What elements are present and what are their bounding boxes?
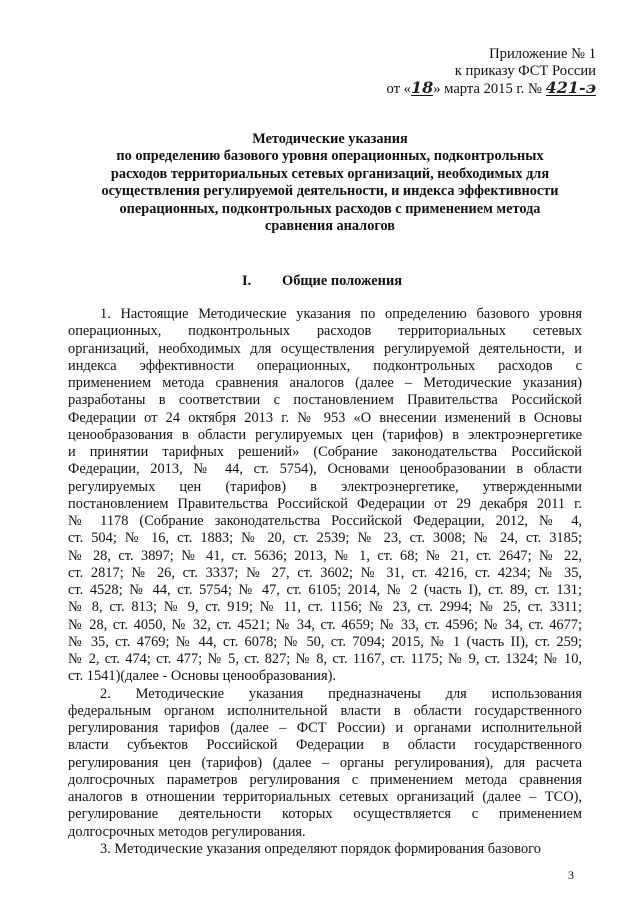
document-title (60, 131, 600, 235)
paragraph-line: организаций, необходимых для осуществления регулируемой деятельности, и (68, 340, 582, 357)
body-text (68, 306, 582, 858)
page-number: 3 (568, 868, 574, 882)
paragraph-line: индекса эффективности операционных, подконтрольных расходов с (68, 357, 582, 374)
paragraph-line: № 2, ст. 474; ст. 477; № 5, ст. 827; № 8, ст. 1167, ст. 1175; № 9, ст. 1324; № 10, (68, 651, 582, 667)
paragraph-line: № 8, ст. 813; № 9, ст. 919; № 11, ст. 1156; № 23, ст. 2994; № 25, ст. 3311; (68, 599, 582, 616)
title-line: расходов территориальных сетевых организаций, необходимых для (110, 165, 550, 182)
paragraph-line: 1. Настоящие Методические указания по определению базового уровня (100, 306, 582, 322)
paragraph-line: Федерации, 2013, № 44, ст. 5754), Основами ценообразовании в области (68, 461, 582, 478)
paragraph-line: долгосрочных параметров регулирования с применением метода сравнения (68, 771, 582, 788)
paragraph-line: 2. Методические указания предназначены для использования (100, 685, 582, 702)
paragraph-line: ст. 4528; № 44, ст. 5754; № 47, ст. 6105; 2014, № 2 (часть I), ст. 89, ст. 131; (68, 582, 582, 598)
paragraph-line: № 1178 (Собрание законодательства Российской Федерации, 2012, № 4, (68, 513, 582, 529)
handwritten-order-number: 421-э (545, 78, 596, 97)
paragraph-line: постановлением Правительства Российской Федерации от 29 декабря 2011 г. (68, 495, 582, 512)
paragraph-line: разработаны в соответствии с постановлением Правительства Российской (68, 392, 582, 409)
paragraph-line: Федерации от 24 октября 2013 г. № 953 «О внесении изменений в Основы (68, 409, 582, 426)
paragraph-line: применением метода сравнения аналогов (далее – Методические указания) (68, 375, 582, 391)
title-line: по определению базового уровня операционных, подконтрольных (116, 148, 544, 165)
paragraph-line: власти субъектов Российской Федерации в области государственного (68, 737, 582, 754)
paragraph-line: 3. Методические указания определяют порядок формирования базового (100, 840, 541, 857)
paragraph-line: № 35, ст. 4769; № 44, ст. 6078; № 50, ст. 7094; 2015, № 1 (часть II), ст. 259; (68, 633, 582, 650)
paragraph-line: № 28, ст. 4050, № 32, ст. 4521; № 34, ст. 4659; № 33, ст. 4596; № 34, ст. 4677; (68, 616, 582, 633)
paragraph-line: регулирование деятельности которых осуществляется с применением (68, 806, 582, 823)
paragraph-line: долгосрочных методов регулирования. (68, 823, 306, 840)
title-line: операционных, подконтрольных расходов с применением метода (119, 200, 541, 217)
title-line: осуществления регулируемой деятельности, и индекса эффективности (101, 183, 559, 200)
paragraph-line: операционных, подконтрольных расходов территориальных сетевых (68, 323, 582, 340)
paragraph-line: и принятии тарифных решений» (Собрание законодательства Российской (68, 444, 582, 460)
title-line: сравнения аналогов (264, 218, 395, 235)
section-title: Общие положения (282, 273, 403, 289)
paragraph-line: регулирования тарифов (далее – ФСТ России) и органами исполнительной (68, 720, 582, 736)
paragraph-line: № 28, ст. 3897; № 41, ст. 5636; 2013, № 1, ст. 68; № 21, ст. 2647; № 22, (68, 547, 582, 564)
paragraph-line: регулирования цен (тарифов) (далее – органы регулирования), для расчета (68, 754, 582, 771)
order-reference: к приказу ФСТ России (454, 63, 596, 79)
date-prefix: от « (386, 81, 411, 97)
title-line: Методические указания (252, 131, 408, 147)
appendix-header (387, 46, 596, 98)
paragraph-line: ст. 504; № 16, ст. 1883; № 20, ст. 2539; № 23, ст. 3008; № 24, ст. 3185; (68, 530, 582, 547)
paragraph-line: аналогов в отношении территориальных сетевых организаций (далее – ТСО), (68, 789, 582, 805)
paragraph-line: ст. 1541)(далее - Основы ценообразования). (68, 668, 336, 685)
paragraph-line: ценообразования в области регулируемых цен (тарифов) в электроэнергетике (68, 426, 582, 443)
month-year: » марта 2015 г. № (433, 81, 542, 97)
paragraph-line: регулируемых цен (тарифов) в электроэнергетике, утвержденными (68, 478, 582, 495)
handwritten-day: 18 (410, 78, 434, 97)
section-number: I. (242, 273, 252, 289)
paragraph-line: ст. 2817; № 26, ст. 3337; № 27, ст. 3602; № 31, ст. 4216, ст. 4234; № 35, (68, 564, 582, 581)
appendix-line: Приложение № 1 (489, 46, 596, 62)
paragraph-line: федеральным органом исполнительной власти в области государственного (68, 702, 582, 719)
order-date-number (387, 80, 596, 98)
